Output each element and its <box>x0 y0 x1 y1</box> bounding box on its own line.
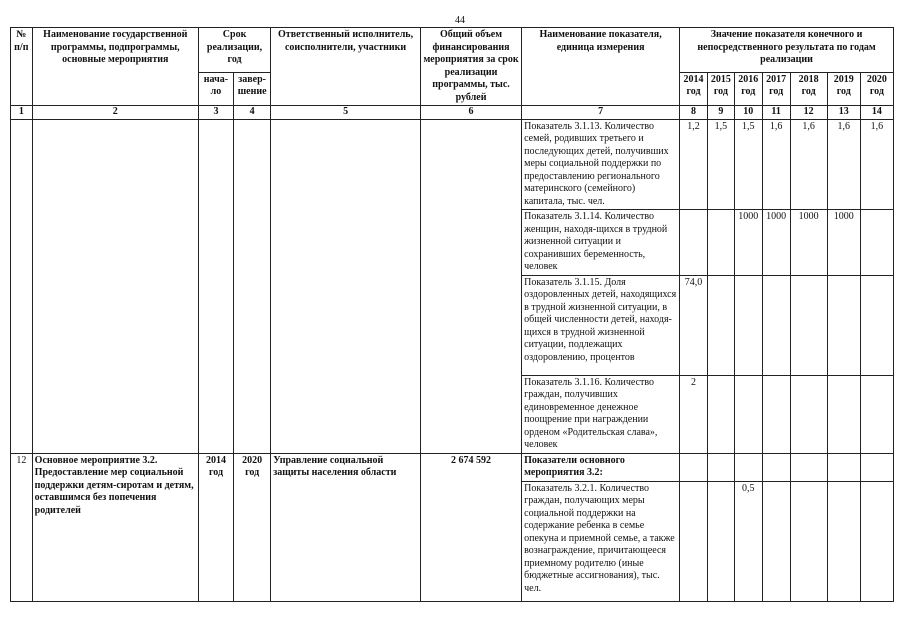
indicator-value: 2 <box>680 375 708 453</box>
empty-cell <box>762 453 790 481</box>
header-year: 2018 год <box>790 72 827 105</box>
indicator-value <box>734 375 762 453</box>
header-values: Значение показателя конечного и непосредственного результата по годам реализации <box>680 28 894 73</box>
empty-cell <box>827 453 860 481</box>
indicator-text: Показатель 3.1.15. Доля оздоровленных детей, находящихся в трудной жизненной ситуации, в общей численности детей, находя-щихся в трудной жизненной ситуации, подлежащих оздоровлению, процентов <box>522 275 680 375</box>
indicator-text: Показатель 3.2.1. Количество граждан, получающих меры социальной поддержки на содержание ребенка в семье опекуна и приемной семье, а также вознаграждение, причитающееся приемному родителю (иные бюджетные ассигнования), тыс. чел. <box>522 481 680 601</box>
header-start: нача-ло <box>198 72 233 105</box>
column-number: 4 <box>234 106 271 120</box>
column-number: 9 <box>707 106 734 120</box>
column-number: 6 <box>420 106 521 120</box>
indicator-value <box>707 275 734 375</box>
indicator-value: 1000 <box>827 210 860 276</box>
empty-cell <box>734 453 762 481</box>
header-indicator: Наименование показателя, единица измерения <box>522 28 680 106</box>
indicator-value <box>762 481 790 601</box>
indicator-value <box>860 375 893 453</box>
column-number: 2 <box>32 106 198 120</box>
column-number: 14 <box>860 106 893 120</box>
indicator-value <box>680 210 708 276</box>
indicator-value: 1,6 <box>860 119 893 210</box>
indicator-value: 1000 <box>790 210 827 276</box>
empty-cell <box>198 119 233 453</box>
column-number: 5 <box>271 106 421 120</box>
indicator-value <box>734 275 762 375</box>
indicator-value: 1000 <box>734 210 762 276</box>
column-number: 8 <box>680 106 708 120</box>
indicator-value <box>790 275 827 375</box>
header-executor: Ответственный исполнитель, соисполнители, участники <box>271 28 421 106</box>
indicator-value <box>707 375 734 453</box>
column-number: 12 <box>790 106 827 120</box>
column-number: 1 <box>11 106 33 120</box>
empty-cell <box>271 119 421 453</box>
page-number: 44 <box>455 15 465 26</box>
indicator-value <box>860 210 893 276</box>
header-year: 2019 год <box>827 72 860 105</box>
header-year: 2015 год <box>707 72 734 105</box>
indicator-value <box>790 481 827 601</box>
indicator-value: 1,5 <box>707 119 734 210</box>
indicator-value: 1,6 <box>790 119 827 210</box>
empty-cell <box>32 119 198 453</box>
header-end: завер-шение <box>234 72 271 105</box>
indicator-text: Показатель 3.1.13. Количество семей, родивших третьего и последующих детей, получивших меры социальной поддержки по предоставлению регионального материнского (семейного) капитала, тыс. чел. <box>522 119 680 210</box>
indicator-value: 1,6 <box>827 119 860 210</box>
indicator-value <box>762 375 790 453</box>
column-number: 10 <box>734 106 762 120</box>
header-num: № п/п <box>11 28 33 106</box>
column-number: 13 <box>827 106 860 120</box>
indicator-value <box>827 481 860 601</box>
empty-cell <box>680 453 708 481</box>
indicator-value <box>827 275 860 375</box>
indicator-text: Показатель 3.1.14. Количество женщин, находя-щихся в трудной жизненной ситуации и сохранивших беременность, человек <box>522 210 680 276</box>
indicators-title: Показатели основного мероприятия 3.2: <box>522 453 680 481</box>
indicator-value: 1,2 <box>680 119 708 210</box>
column-number: 11 <box>762 106 790 120</box>
indicator-value <box>680 481 708 601</box>
indicator-value: 1,6 <box>762 119 790 210</box>
empty-cell <box>707 453 734 481</box>
indicator-value <box>790 375 827 453</box>
header-name: Наименование государственной программы, подпрограммы, основные мероприятия <box>32 28 198 106</box>
start-year: 2014 год <box>198 453 233 601</box>
indicator-text: Показатель 3.1.16. Количество граждан, получивших единовременное денежное поощрение при награждении орденом «Родительская слава», человек <box>522 375 680 453</box>
header-year: 2016 год <box>734 72 762 105</box>
indicator-value <box>860 275 893 375</box>
header-funding: Общий объем финансирования мероприятия за срок реализации программы, тыс. рублей <box>420 28 521 106</box>
header-term: Срок реализации, год <box>198 28 270 73</box>
indicator-value: 0,5 <box>734 481 762 601</box>
program-table <box>10 27 894 602</box>
header-year: 2017 год <box>762 72 790 105</box>
indicator-value: 1,5 <box>734 119 762 210</box>
indicator-value: 1000 <box>762 210 790 276</box>
activity-name: Основное мероприятие 3.2. Предоставление мер социальной поддержки детям-сиротам и детям, оставшимся без попечения родителей <box>32 453 198 601</box>
executor: Управление социальной защиты населения области <box>271 453 421 601</box>
indicator-value <box>707 210 734 276</box>
header-year: 2020 год <box>860 72 893 105</box>
indicator-value <box>707 481 734 601</box>
header-year: 2014 год <box>680 72 708 105</box>
empty-cell <box>11 119 33 453</box>
indicator-value: 74,0 <box>680 275 708 375</box>
end-year: 2020 год <box>234 453 271 601</box>
column-number: 3 <box>198 106 233 120</box>
indicator-value <box>827 375 860 453</box>
empty-cell <box>860 453 893 481</box>
funding-amount: 2 674 592 <box>420 453 521 601</box>
row-number: 12 <box>11 453 33 601</box>
empty-cell <box>790 453 827 481</box>
empty-cell <box>234 119 271 453</box>
column-number: 7 <box>522 106 680 120</box>
empty-cell <box>420 119 521 453</box>
indicator-value <box>762 275 790 375</box>
indicator-value <box>860 481 893 601</box>
